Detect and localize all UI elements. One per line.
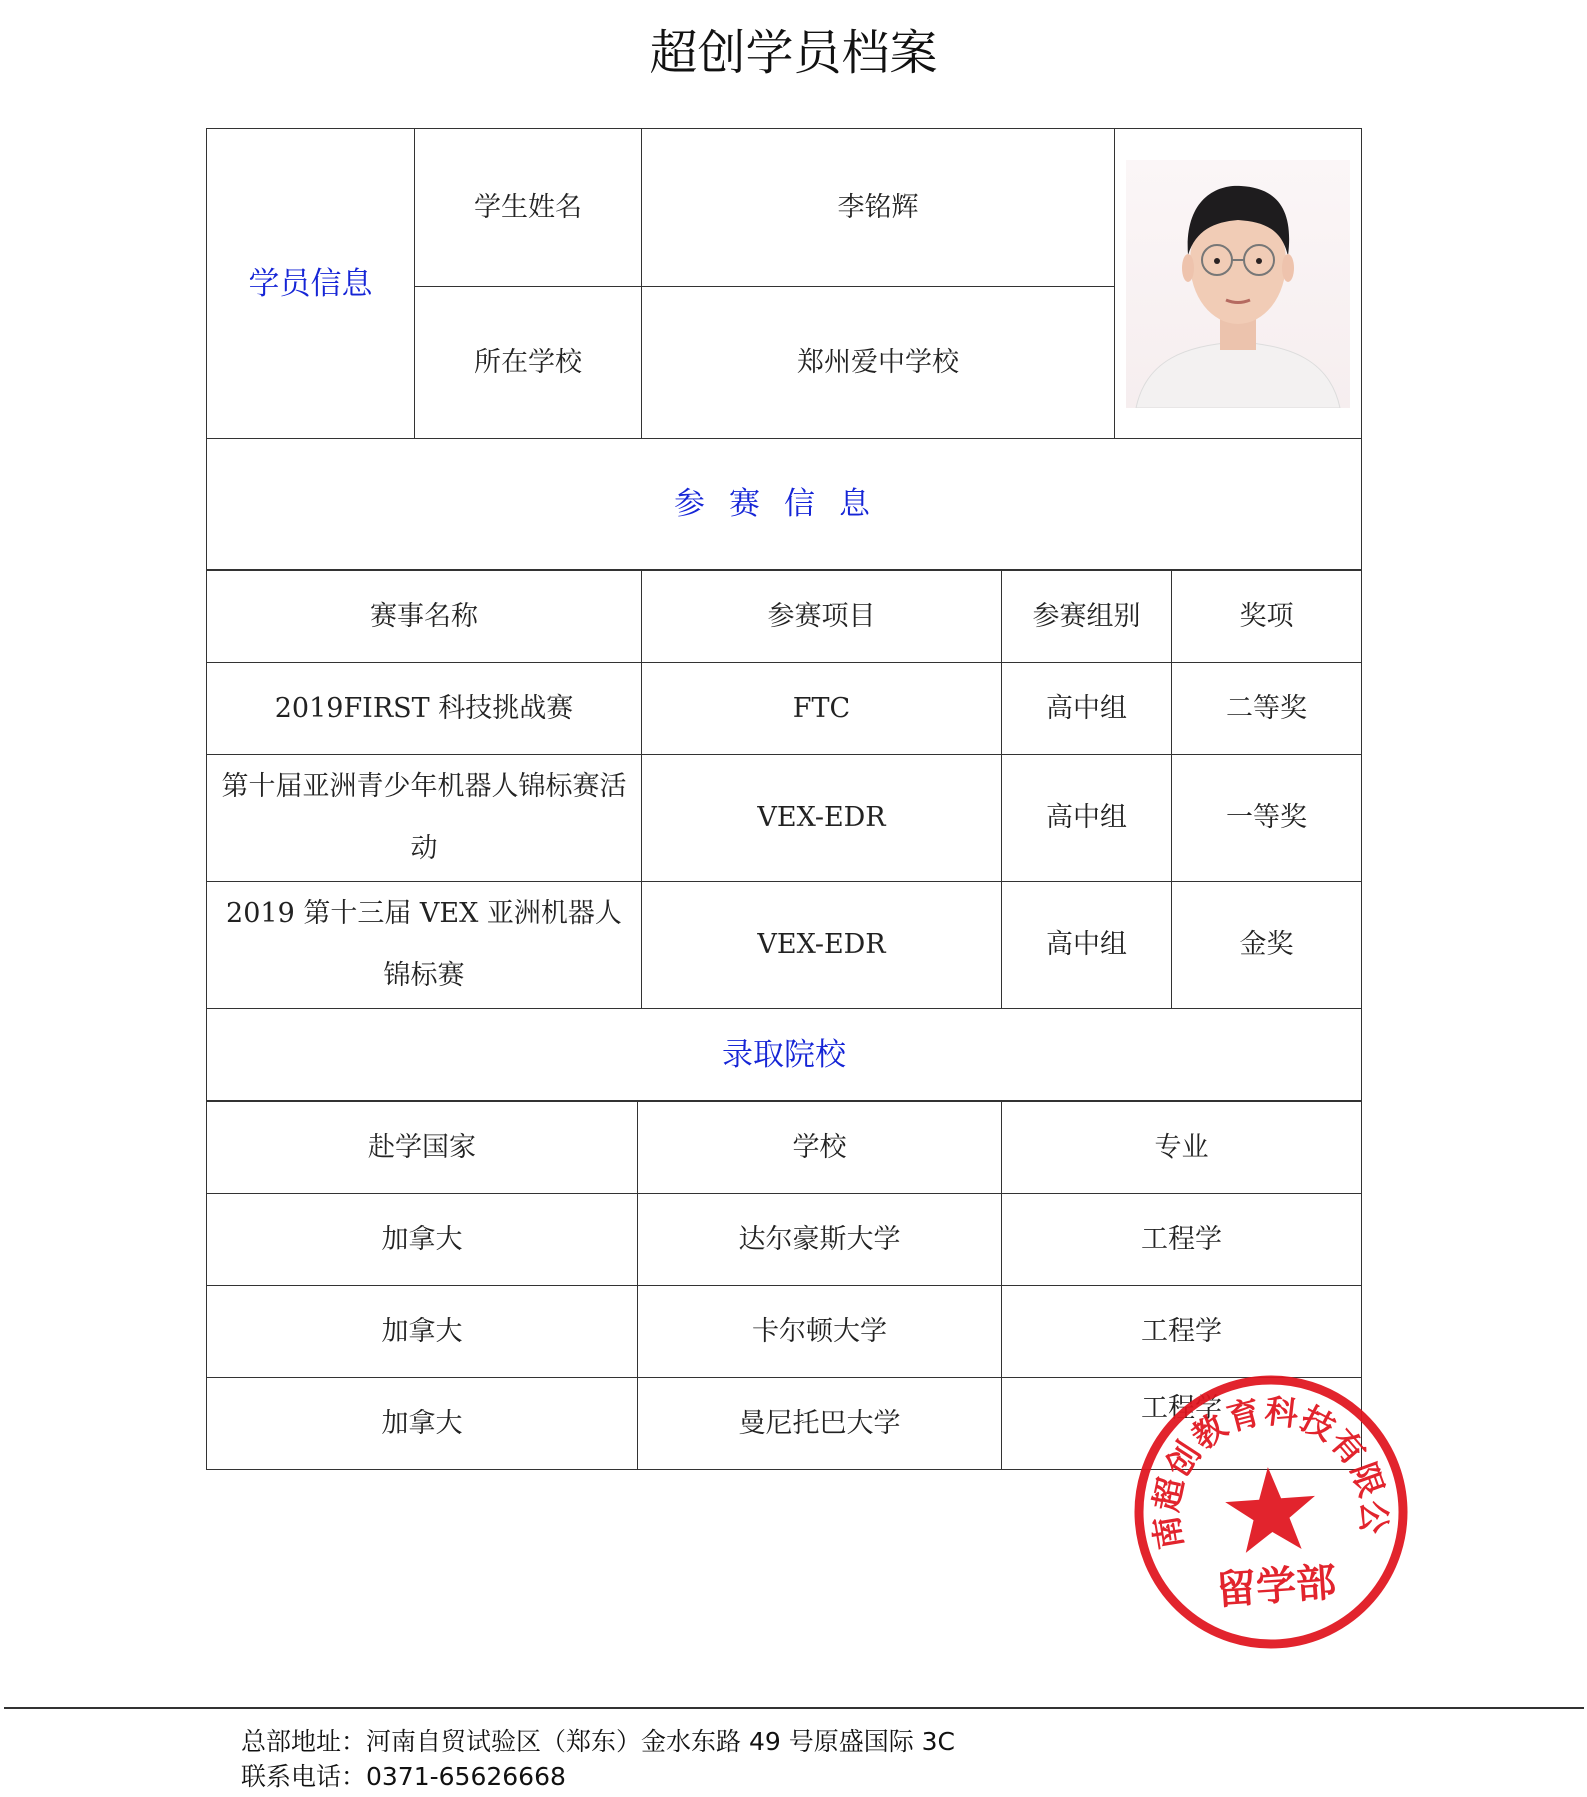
- table-row: [207, 882, 1362, 1009]
- competition-project: FTC: [642, 663, 1002, 755]
- admissions-header: 赴学国家: [207, 1102, 638, 1194]
- competition-header: 参赛项目: [642, 571, 1002, 663]
- table-row: [207, 1286, 1362, 1378]
- admission-school: 卡尔顿大学: [638, 1286, 1002, 1378]
- competition-header: 赛事名称: [207, 571, 642, 663]
- competition-name: 2019 第十三届 VEX 亚洲机器人锦标赛: [207, 882, 642, 1009]
- competition-project: VEX-EDR: [642, 755, 1002, 882]
- competition-group: 高中组: [1002, 663, 1172, 755]
- admission-country: 加拿大: [207, 1378, 638, 1470]
- table-row: [207, 755, 1362, 882]
- admission-country: 加拿大: [207, 1194, 638, 1286]
- admission-major: 工程学: [1002, 1286, 1362, 1378]
- footer-phone: 联系电话：0371-65626668: [241, 1762, 566, 1791]
- admission-school: 曼尼托巴大学: [638, 1378, 1002, 1470]
- seal-org-text: 河南超创教育科技有限公司: [1120, 1361, 1394, 1553]
- student-name-label: 学生姓名: [415, 129, 642, 287]
- seal-dept-text: 留学部: [1214, 1559, 1338, 1614]
- admission-major: 工程学: [1002, 1194, 1362, 1286]
- document-title: 超创学员档案: [649, 25, 938, 81]
- school-label: 所在学校: [415, 287, 642, 439]
- student-info-table: [206, 128, 1362, 570]
- company-seal: [1121, 1362, 1422, 1663]
- admission-major: 工程学: [1002, 1378, 1362, 1470]
- student-section-label: 学员信息: [207, 129, 415, 439]
- competition-group: 高中组: [1002, 755, 1172, 882]
- footer-address: 总部地址：河南自贸试验区（郑东）金水东路 49 号原盛国际 3C: [241, 1727, 956, 1756]
- admission-school: 达尔豪斯大学: [638, 1194, 1002, 1286]
- admissions-section-title: 录取院校: [207, 1009, 1362, 1101]
- table-row: [207, 1194, 1362, 1286]
- school-value: 郑州爱中学校: [642, 287, 1115, 439]
- competition-section-title-text: 参赛信息: [674, 486, 894, 522]
- student-photo: [1126, 160, 1350, 408]
- competition-award: 二等奖: [1172, 663, 1362, 755]
- competition-header: 奖项: [1172, 571, 1362, 663]
- competition-group: 高中组: [1002, 882, 1172, 1009]
- table-row: [207, 663, 1362, 755]
- competition-name: 第十届亚洲青少年机器人锦标赛活动: [207, 755, 642, 882]
- star-icon: [1223, 1464, 1319, 1554]
- competition-header-row: [207, 571, 1362, 663]
- competition-project: VEX-EDR: [642, 882, 1002, 1009]
- competition-section-title: [207, 439, 1362, 570]
- competition-award: 金奖: [1172, 882, 1362, 1009]
- competition-header: 参赛组别: [1002, 571, 1172, 663]
- photo-cell: [1115, 129, 1362, 439]
- student-name-value: 李铭辉: [642, 129, 1115, 287]
- admissions-header: 专业: [1002, 1102, 1362, 1194]
- competition-name: 2019FIRST 科技挑战赛: [207, 663, 642, 755]
- admission-country: 加拿大: [207, 1286, 638, 1378]
- admissions-header-row: [207, 1102, 1362, 1194]
- competition-table: [206, 570, 1362, 1101]
- admissions-header: 学校: [638, 1102, 1002, 1194]
- footer-divider: [4, 1707, 1584, 1709]
- competition-award: 一等奖: [1172, 755, 1362, 882]
